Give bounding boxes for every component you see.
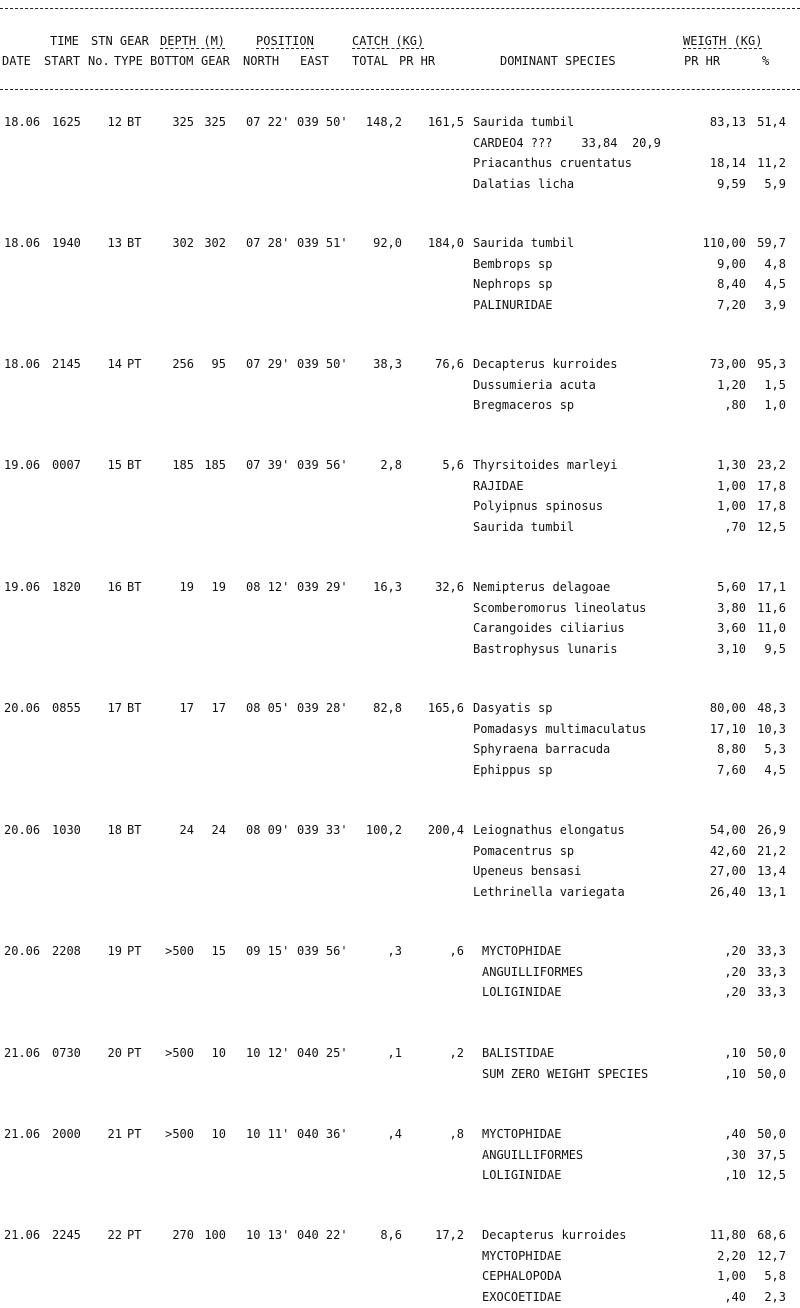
species-name: MYCTOPHIDAE [482,1249,562,1263]
date-cell: 18.06 [4,357,41,371]
east-position-cell: 040 22' [297,1228,348,1242]
gear-type-cell: PT [127,357,142,371]
catch-total-cell: 38,3 [373,357,402,371]
east-position-cell: 039 56' [297,944,348,958]
species-percent: 37,5 [757,1148,786,1162]
header-dominant-species: DOMINANT SPECIES [500,54,616,68]
station-number-cell: 20 [107,1046,122,1060]
species-name: Pomadasys multimaculatus [473,722,647,736]
species-weight-pr-hr: 11,80 [709,1228,746,1242]
species-name: MYCTOPHIDAE [482,1127,562,1141]
species-weight-pr-hr: 18,14 [709,156,746,170]
bottom-depth-cell: >500 [165,944,194,958]
catch-total-cell: 2,8 [380,458,402,472]
catch-total-cell: 16,3 [373,580,402,594]
species-weight-pr-hr: ,40 [724,1290,746,1304]
header-weight: WEIGTH (KG) [683,34,763,48]
gear-depth-cell: 185 [204,458,226,472]
header-catch: CATCH (KG) [352,34,425,48]
species-weight-pr-hr: 7,20 [717,298,746,312]
species-weight-pr-hr: 1,20 [717,378,746,392]
bottom-depth-cell: 17 [179,701,194,715]
species-percent: 5,3 [764,742,786,756]
catch-total-cell: ,3 [387,944,402,958]
date-cell: 20.06 [4,701,41,715]
species-name: Bembrops sp [473,257,553,271]
species-name: ANGUILLIFORMES [482,1148,584,1162]
species-percent: 12,7 [757,1249,786,1263]
east-position-cell: 039 33' [297,823,348,837]
species-weight-pr-hr: ,40 [724,1127,746,1141]
species-percent: 11,6 [757,601,786,615]
east-position-cell: 040 25' [297,1046,348,1060]
species-percent: 5,9 [764,177,786,191]
species-percent: 21,2 [757,844,786,858]
station-number-cell: 13 [107,236,122,250]
species-weight-pr-hr: 1,30 [717,458,746,472]
species-percent: 33,3 [757,944,786,958]
species-name: CARDEO4 ??? 33,84 20,9 [473,136,661,150]
catch-total-cell: 92,0 [373,236,402,250]
species-name: BALISTIDAE [482,1046,555,1060]
time-start-cell: 2208 [52,944,81,958]
gear-depth-cell: 10 [211,1127,226,1141]
east-position-cell: 040 36' [297,1127,348,1141]
gear-depth-cell: 325 [204,115,226,129]
header-pr-hr: PR HR [399,54,436,68]
species-name: Decapterus kurroides [482,1228,627,1242]
species-name: Ephippus sp [473,763,553,777]
species-percent: 3,9 [764,298,786,312]
species-name: Decapterus kurroides [473,357,618,371]
species-percent: 4,5 [764,277,786,291]
bottom-depth-cell: 270 [172,1228,194,1242]
catch-per-hour-cell: 161,5 [427,115,464,129]
species-name: Thyrsitoides marleyi [473,458,618,472]
species-percent: 17,1 [757,580,786,594]
bottom-depth-cell: >500 [165,1046,194,1060]
gear-type-cell: BT [127,580,142,594]
species-name: Nephrops sp [473,277,553,291]
time-start-cell: 2000 [52,1127,81,1141]
station-number-cell: 14 [107,357,122,371]
species-percent: 11,0 [757,621,786,635]
species-name: Polyipnus spinosus [473,499,604,513]
species-percent: 4,8 [764,257,786,271]
station-number-cell: 17 [107,701,122,715]
catch-per-hour-cell: 165,6 [427,701,464,715]
species-percent: 26,9 [757,823,786,837]
gear-depth-cell: 17 [211,701,226,715]
species-weight-pr-hr: ,10 [724,1067,746,1081]
catch-per-hour-cell: ,6 [449,944,464,958]
species-percent: 9,5 [764,642,786,656]
catch-total-cell: ,1 [387,1046,402,1060]
date-cell: 18.06 [4,115,41,129]
north-position-cell: 10 11' [246,1127,290,1141]
species-percent: 48,3 [757,701,786,715]
species-weight-pr-hr: 110,00 [702,236,746,250]
east-position-cell: 039 28' [297,701,348,715]
bottom-depth-cell: 185 [172,458,194,472]
species-weight-pr-hr: 17,10 [709,722,746,736]
header-type: TYPE [114,54,143,68]
species-name: Bastrophysus lunaris [473,642,618,656]
gear-depth-cell: 19 [211,580,226,594]
gear-depth-cell: 24 [211,823,226,837]
species-weight-pr-hr: 83,13 [709,115,746,129]
station-number-cell: 19 [107,944,122,958]
date-cell: 20.06 [4,944,41,958]
species-percent: 12,5 [757,520,786,534]
species-name: Nemipterus delagoae [473,580,611,594]
time-start-cell: 0730 [52,1046,81,1060]
species-name: LOLIGINIDAE [482,1168,562,1182]
species-name: Sphyraena barracuda [473,742,611,756]
species-name: RAJIDAE [473,479,524,493]
species-percent: 23,2 [757,458,786,472]
species-percent: 68,6 [757,1228,786,1242]
species-weight-pr-hr: 42,60 [709,844,746,858]
gear-type-cell: PT [127,1127,142,1141]
gear-type-cell: BT [127,823,142,837]
catch-per-hour-cell: 200,4 [427,823,464,837]
top-rule [0,8,800,9]
species-percent: 13,1 [757,885,786,899]
station-number-cell: 18 [107,823,122,837]
header-total: TOTAL [352,54,389,68]
north-position-cell: 10 13' [246,1228,290,1242]
species-weight-pr-hr: 27,00 [709,864,746,878]
station-number-cell: 16 [107,580,122,594]
species-name: Leiognathus elongatus [473,823,625,837]
date-cell: 21.06 [4,1046,41,1060]
north-position-cell: 10 12' [246,1046,290,1060]
species-percent: 33,3 [757,985,786,999]
gear-type-cell: BT [127,701,142,715]
species-percent: 50,0 [757,1127,786,1141]
station-number-cell: 21 [107,1127,122,1141]
bottom-depth-cell: 256 [172,357,194,371]
species-name: CEPHALOPODA [482,1269,562,1283]
time-start-cell: 2145 [52,357,81,371]
species-weight-pr-hr: 3,80 [717,601,746,615]
species-weight-pr-hr: ,70 [724,520,746,534]
station-number-cell: 12 [107,115,122,129]
header-stn-gear: STN GEAR [91,34,149,48]
bottom-depth-cell: >500 [165,1127,194,1141]
catch-total-cell: ,4 [387,1127,402,1141]
catch-per-hour-cell: 32,6 [435,580,464,594]
header-east: EAST [300,54,329,68]
species-percent: 59,7 [757,236,786,250]
header-weight-pr-hr: PR HR [684,54,721,68]
species-name: Lethrinella variegata [473,885,625,899]
species-name: Saurida tumbil [473,236,575,250]
date-cell: 19.06 [4,580,41,594]
species-percent: 1,5 [764,378,786,392]
time-start-cell: 1820 [52,580,81,594]
gear-type-cell: BT [127,236,142,250]
species-name: EXOCOETIDAE [482,1290,562,1304]
species-name: Dussumieria acuta [473,378,596,392]
east-position-cell: 039 56' [297,458,348,472]
species-percent: 17,8 [757,479,786,493]
species-percent: 13,4 [757,864,786,878]
catch-per-hour-cell: 17,2 [435,1228,464,1242]
species-weight-pr-hr: ,10 [724,1168,746,1182]
header-time: TIME [50,34,79,48]
species-name: MYCTOPHIDAE [482,944,562,958]
species-percent: 10,3 [757,722,786,736]
species-percent: 51,4 [757,115,786,129]
species-weight-pr-hr: 26,40 [709,885,746,899]
species-name: ANGUILLIFORMES [482,965,584,979]
species-weight-pr-hr: 2,20 [717,1249,746,1263]
species-percent: 4,5 [764,763,786,777]
north-position-cell: 07 39' [246,458,290,472]
species-weight-pr-hr: 9,59 [717,177,746,191]
species-name: SUM ZERO WEIGHT SPECIES [482,1067,649,1081]
east-position-cell: 039 50' [297,115,348,129]
bottom-depth-cell: 19 [179,580,194,594]
time-start-cell: 2245 [52,1228,81,1242]
time-start-cell: 1030 [52,823,81,837]
species-weight-pr-hr: 73,00 [709,357,746,371]
date-cell: 21.06 [4,1127,41,1141]
header-depth: DEPTH (M) [160,34,226,48]
species-weight-pr-hr: ,20 [724,965,746,979]
species-weight-pr-hr: 54,00 [709,823,746,837]
catch-total-cell: 82,8 [373,701,402,715]
east-position-cell: 039 50' [297,357,348,371]
north-position-cell: 08 09' [246,823,290,837]
species-name: PALINURIDAE [473,298,553,312]
north-position-cell: 09 15' [246,944,290,958]
catch-total-cell: 100,2 [365,823,402,837]
time-start-cell: 1940 [52,236,81,250]
header-bottom: BOTTOM [150,54,194,68]
species-weight-pr-hr: 8,80 [717,742,746,756]
catch-per-hour-cell: 76,6 [435,357,464,371]
species-weight-pr-hr: 3,10 [717,642,746,656]
species-percent: 50,0 [757,1067,786,1081]
gear-type-cell: BT [127,458,142,472]
species-weight-pr-hr: ,30 [724,1148,746,1162]
species-percent: 17,8 [757,499,786,513]
species-name: Upeneus bensasi [473,864,582,878]
species-weight-pr-hr: 1,00 [717,479,746,493]
catch-per-hour-cell: 184,0 [427,236,464,250]
species-percent: 5,8 [764,1269,786,1283]
species-percent: 2,3 [764,1290,786,1304]
species-percent: 50,0 [757,1046,786,1060]
gear-depth-cell: 15 [211,944,226,958]
species-name: Saurida tumbil [473,520,575,534]
gear-depth-cell: 10 [211,1046,226,1060]
header-north: NORTH [243,54,280,68]
species-weight-pr-hr: 1,00 [717,1269,746,1283]
species-weight-pr-hr: ,80 [724,398,746,412]
species-weight-pr-hr: 3,60 [717,621,746,635]
species-percent: 1,0 [764,398,786,412]
species-percent: 95,3 [757,357,786,371]
bottom-depth-cell: 24 [179,823,194,837]
species-weight-pr-hr: 80,00 [709,701,746,715]
date-cell: 20.06 [4,823,41,837]
gear-depth-cell: 95 [211,357,226,371]
gear-type-cell: PT [127,944,142,958]
catch-per-hour-cell: ,8 [449,1127,464,1141]
catch-total-cell: 148,2 [365,115,402,129]
species-weight-pr-hr: ,10 [724,1046,746,1060]
header-position: POSITION [256,34,314,48]
species-name: Priacanthus cruentatus [473,156,632,170]
north-position-cell: 08 05' [246,701,290,715]
species-weight-pr-hr: ,20 [724,944,746,958]
header-gear: GEAR [201,54,230,68]
catch-per-hour-cell: 5,6 [442,458,464,472]
species-weight-pr-hr: 9,00 [717,257,746,271]
gear-depth-cell: 302 [204,236,226,250]
species-name: LOLIGINIDAE [482,985,562,999]
north-position-cell: 07 28' [246,236,290,250]
north-position-cell: 08 12' [246,580,290,594]
species-name: Saurida tumbil [473,115,575,129]
date-cell: 18.06 [4,236,41,250]
species-name: Bregmaceros sp [473,398,575,412]
gear-depth-cell: 100 [204,1228,226,1242]
species-weight-pr-hr: 1,00 [717,499,746,513]
species-name: Pomacentrus sp [473,844,575,858]
species-weight-pr-hr: 8,40 [717,277,746,291]
species-percent: 33,3 [757,965,786,979]
species-name: Carangoides ciliarius [473,621,625,635]
north-position-cell: 07 22' [246,115,290,129]
header-no: No. [88,54,110,68]
station-number-cell: 22 [107,1228,122,1242]
header-percent: % [762,54,770,68]
species-weight-pr-hr: 5,60 [717,580,746,594]
header-start: START [44,54,81,68]
date-cell: 21.06 [4,1228,41,1242]
header-date: DATE [2,54,31,68]
species-name: Scomberomorus lineolatus [473,601,647,615]
gear-type-cell: PT [127,1046,142,1060]
species-weight-pr-hr: 7,60 [717,763,746,777]
date-cell: 19.06 [4,458,41,472]
species-percent: 12,5 [757,1168,786,1182]
station-number-cell: 15 [107,458,122,472]
gear-type-cell: BT [127,115,142,129]
east-position-cell: 039 51' [297,236,348,250]
north-position-cell: 07 29' [246,357,290,371]
species-percent: 11,2 [757,156,786,170]
header-rule [0,89,800,90]
bottom-depth-cell: 325 [172,115,194,129]
time-start-cell: 0855 [52,701,81,715]
species-name: Dalatias licha [473,177,575,191]
catch-per-hour-cell: ,2 [449,1046,464,1060]
time-start-cell: 0007 [52,458,81,472]
bottom-depth-cell: 302 [172,236,194,250]
catch-total-cell: 8,6 [380,1228,402,1242]
species-weight-pr-hr: ,20 [724,985,746,999]
east-position-cell: 039 29' [297,580,348,594]
gear-type-cell: PT [127,1228,142,1242]
species-name: Dasyatis sp [473,701,553,715]
time-start-cell: 1625 [52,115,81,129]
